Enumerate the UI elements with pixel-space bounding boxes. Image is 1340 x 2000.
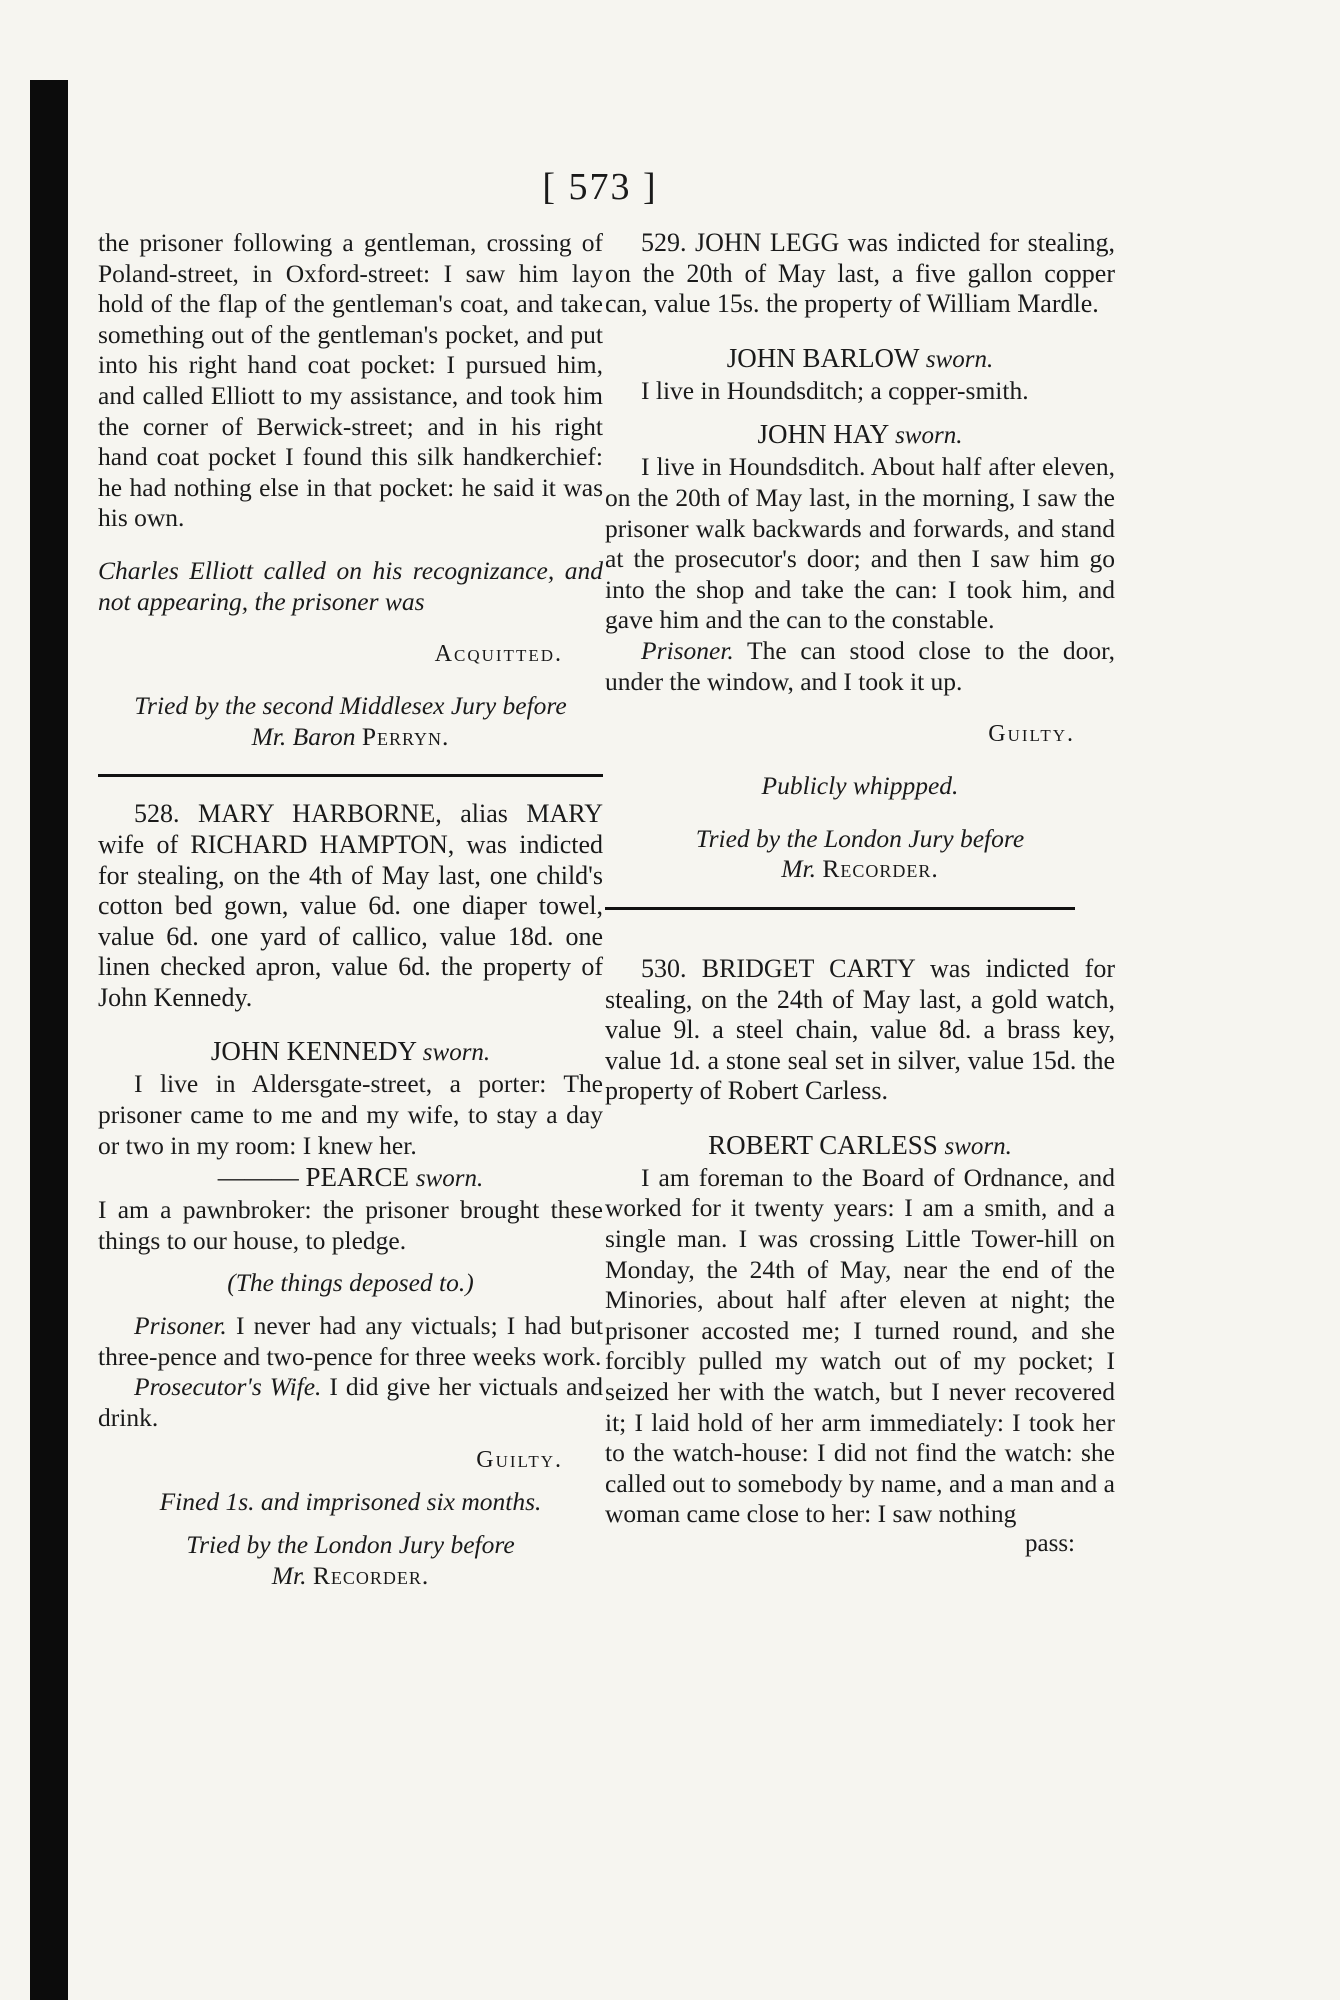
sworn-label: sworn. xyxy=(944,1132,1012,1160)
witness-heading-pearce xyxy=(98,1161,603,1195)
witness-name: JOHN HAY xyxy=(757,419,889,450)
jury-judge-1 xyxy=(98,722,603,753)
right-column xyxy=(605,228,1115,1558)
witness-heading-kennedy xyxy=(98,1035,603,1069)
statement-text: The can stood close to the door, under the window, and I took it up. xyxy=(605,635,1115,696)
judge-prefix: Mr. Baron xyxy=(251,721,356,751)
statement-text: I did give her victuals and drink. xyxy=(98,1372,604,1432)
speaker-label: Prisoner. xyxy=(134,1311,227,1341)
jury-note-1: Tried by the second Middlesex Jury before xyxy=(134,691,567,721)
sworn-label: sworn. xyxy=(925,345,994,373)
continuation-testimony: the prisoner following a gentleman, crossing of Poland-street, in Oxford-street: I saw him lay hold of the flap of the gentleman's coat, and take something out of the gentleman's pocket, and put into his right hand coat pocket: I pursued him, and called Elliott to my assistance, and took him the corner of Berwick-street; and in his right hand coat pocket I found this silk handkerchief: he had nothing else in that pocket: he said it was his own. xyxy=(98,228,603,533)
case-528-indictment: 528. MARY HARBORNE, alias MARY wife of RICHARD HAMPTON, was indicted for stealing, on the 4th of May last, one child's cotton bed gown, value 6d. one diaper towel, value 6d. one yard of callico, value 18d. one linen checked apron, value 6d. the property of John Kennedy. xyxy=(98,799,603,1012)
judge-prefix: Mr. xyxy=(271,1560,307,1590)
left-column xyxy=(98,228,603,1591)
jury-note-3: Tried by the London Jury before xyxy=(695,823,1025,853)
sworn-label: sworn. xyxy=(415,1165,484,1193)
case-529-indictment: 529. JOHN LEGG was indicted for stealing, on the 20th of May last, a five gallon copper can, value 15s. the property of William Mardle. xyxy=(605,228,1115,319)
prisoner-statement xyxy=(605,636,1115,697)
things-deposed: (The things deposed to.) xyxy=(227,1268,474,1298)
scan-edge-shadow xyxy=(30,80,68,2000)
sentence: Publicly whippped. xyxy=(761,771,959,801)
jury-judge-2 xyxy=(98,1561,603,1592)
witness-name: ROBERT CARLESS xyxy=(708,1129,938,1160)
wife-statement xyxy=(98,1372,603,1433)
speaker-label: Prisoner. xyxy=(641,635,734,665)
sworn-label: sworn. xyxy=(422,1039,491,1067)
witness-heading-barlow xyxy=(605,342,1115,376)
jury-note-2: Tried by the London Jury before xyxy=(186,1530,515,1559)
pearce-testimony: I am a pawnbroker: the prisoner brought these things to our house, to pledge. xyxy=(98,1195,603,1255)
page-number: [ 573 ] xyxy=(542,166,658,208)
jury-judge-3 xyxy=(605,854,1115,885)
verdict-guilty: Guilty. xyxy=(476,1447,563,1474)
witness-heading-hay xyxy=(605,418,1115,452)
carless-testimony: I am foreman to the Board of Ordnance, and worked for it twenty years: I am a smith, and a single man. I was crossing Little Tower-hill on Monday, the 24th of May, near the end of the Minories, about half after eleven at night; the prisoner accosted me; I turned round, and she forcibly pulled my watch out of my pocket; I seized her with the watch, but I never recovered it; I laid hold of her arm immediately: I took her to the watch-house: I did not find the watch: she called out to somebody by name, and a man and a woman came close to her: I saw nothing xyxy=(605,1162,1115,1529)
sentence: Fined 1s. and imprisoned six months. xyxy=(159,1487,542,1517)
sworn-label: sworn. xyxy=(895,422,963,450)
catchword: pass: xyxy=(1025,1530,1075,1557)
hay-testimony: I live in Houndsditch. About half after eleven, on the 20th of May last, in the morning, I saw the prisoner walk backwards and forwards, and stand at the prosecutor's door; and then I saw him go into the shop and take the can: I took him, and gave him and the can to the constable. xyxy=(605,452,1115,635)
judge-name: Recorder. xyxy=(822,854,939,884)
witness-heading-carless xyxy=(605,1129,1115,1163)
witness-name: JOHN KENNEDY xyxy=(210,1036,417,1067)
prisoner-statement xyxy=(98,1311,603,1372)
speaker-label: Prosecutor's Wife. xyxy=(134,1372,322,1402)
case-530-indictment: 530. BRIDGET CARTY was indicted for stealing, on the 24th of May last, a gold watch, value 9l. a steel chain, value 8d. a brass key, value 1d. a stone seal set in silver, value 15d. the property of Robert Carless. xyxy=(605,953,1115,1106)
barlow-testimony: I live in Houndsditch; a copper-smith. xyxy=(641,375,1029,405)
judge-name: Perryn. xyxy=(361,721,450,751)
recognizance-note: Charles Elliott called on his recognizance, and not appearing, the prisoner was xyxy=(98,555,603,616)
verdict-guilty: Guilty. xyxy=(988,721,1075,748)
witness-name: JOHN BARLOW xyxy=(726,342,920,373)
statement-text: I never had any victuals; I had but three-pence and two-pence for three weeks work. xyxy=(98,1311,603,1371)
witness-name: ——— PEARCE xyxy=(217,1162,410,1193)
verdict-acquitted: Acquitted. xyxy=(434,641,563,668)
kennedy-testimony: I live in Aldersgate-street, a porter: The prisoner came to me and my wife, to stay a day or two in my room: I knew her. xyxy=(98,1069,603,1160)
judge-prefix: Mr. xyxy=(781,854,816,884)
judge-name: Recorder. xyxy=(312,1560,430,1590)
